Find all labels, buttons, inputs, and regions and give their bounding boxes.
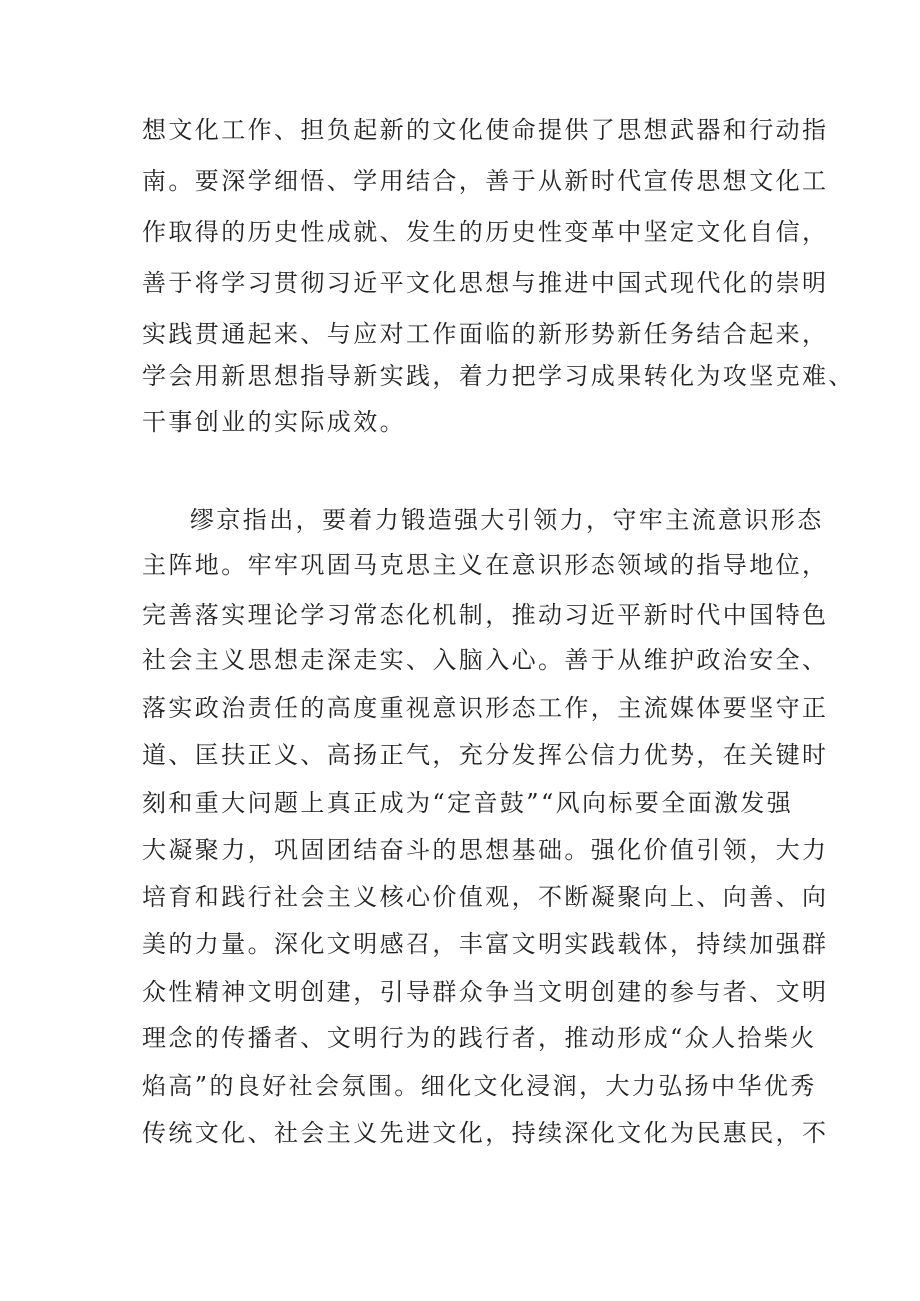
text-line: 想文化工作、担负起新的文化使命提供了思想武器和行动指 (142, 116, 829, 144)
text-line: 社会主义思想走深走实、入脑入心。善于从维护政治安全、 (142, 646, 829, 674)
text-line: 缪京指出，要着力锻造强大引领力，守牢主流意识形态 (190, 506, 824, 534)
text-line: 大凝聚力，巩固团结奋斗的思想基础。强化价值引领，大力 (142, 836, 829, 864)
text-line: 众性精神文明创建，引导群众争当文明创建的参与者、文明 (142, 978, 829, 1006)
text-line: 实践贯通起来、与应对工作面临的新形势新任务结合起来， (142, 320, 829, 348)
text-line: 培育和践行社会主义核心价值观，不断凝聚向上、向善、向 (142, 883, 829, 911)
text-line: 道、匡扶正义、高扬正气，充分发挥公信力优势，在关键时 (142, 741, 829, 769)
text-line: 作取得的历史性成就、发生的历史性变革中坚定文化自信， (142, 218, 829, 246)
text-line: 完善落实理论学习常态化机制，推动习近平新时代中国特色 (142, 601, 829, 629)
text-line: 干事创业的实际成效。 (142, 408, 406, 436)
text-line: 美的力量。深化文明感召，丰富文明实践载体，持续加强群 (142, 930, 829, 958)
text-line: 传统文化、社会主义先进文化，持续深化文化为民惠民，不 (142, 1119, 829, 1147)
text-line: 主阵地。牢牢巩固马克思主义在意识形态领域的指导地位， (142, 551, 829, 579)
text-line: 落实政治责任的高度重视意识形态工作，主流媒体要坚守正 (142, 694, 829, 722)
text-line: 南。要深学细悟、学用结合，善于从新时代宣传思想文化工 (142, 167, 829, 195)
text-line: 刻和重大问题上真正成为“定音鼓”“风向标要全面激发强 (142, 789, 794, 817)
text-line: 理念的传播者、文明行为的践行者，推动形成“众人拾柴火 (142, 1024, 817, 1052)
text-line: 焰高”的良好社会氛围。细化文化浸润，大力弘扬中华优秀 (142, 1072, 817, 1100)
text-line: 学会用新思想指导新实践，着力把学习成果转化为攻坚克难、 (142, 362, 855, 390)
text-line: 善于将学习贯彻习近平文化思想与推进中国式现代化的崇明 (142, 269, 829, 297)
